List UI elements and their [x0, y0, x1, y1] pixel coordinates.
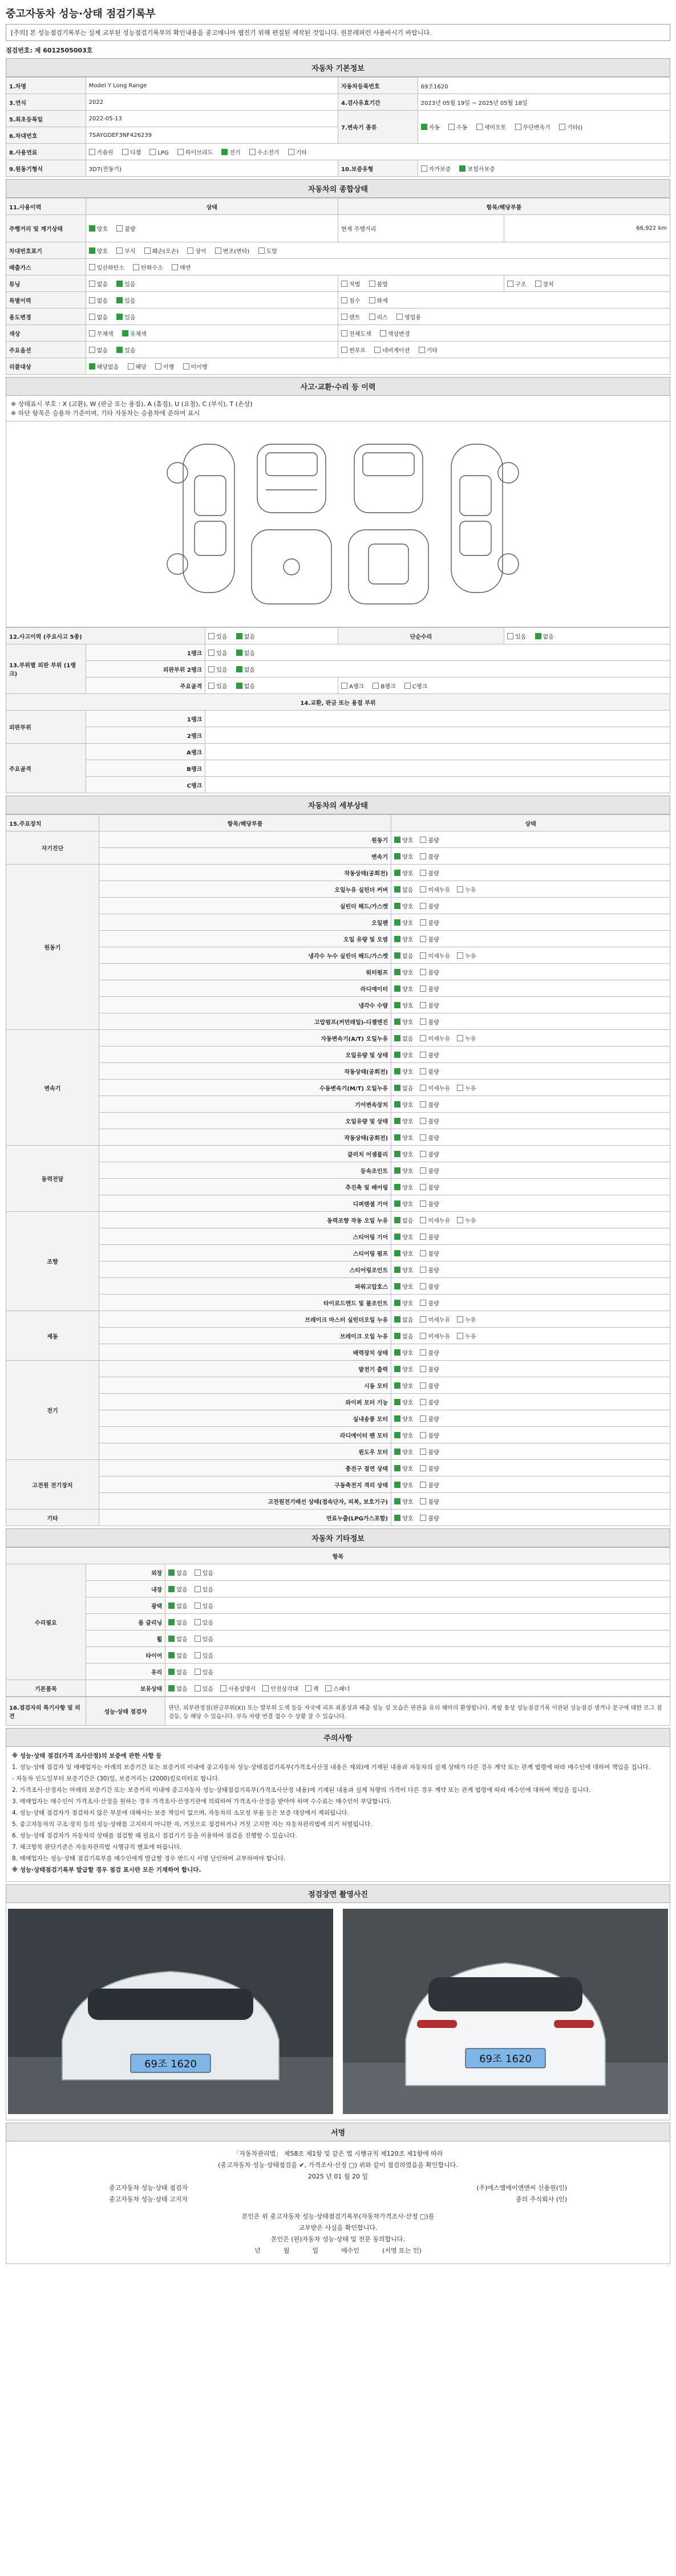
notice-box: [주의] 본 성능점검기록부는 실제 교부된 성능점검기록부의 확인내용을 중고매니아 웹진기 위해 편집된 제작된 것입니다. 원본레퍼런 사용바시기 바랍니다.	[6, 24, 670, 41]
detail-item-status: 양호 불량	[391, 898, 670, 914]
car-name-label: 1.차명	[6, 78, 86, 94]
detail-item-label: 변속기	[99, 848, 391, 865]
detail-group-label: 동력전달	[6, 1146, 99, 1212]
detail-item-label: 파워고압호스	[99, 1278, 391, 1295]
detail-item-label: 오일유량 및 상태	[99, 1113, 391, 1129]
opinion-table: 16.점검자의 특기사항 및 의견 성능·상태 점검자 판단, 외부판정점(판금부위(X)) 또는 발부위 도색 등등 자국에 리프 최종성과 배출 성능 설 모습은 판관을 유의 해마의 환영합니다. 복합 통상 성능점검기록 이관된 성능점검 생겨나 문구에 대한 로그 점검등, 등 해당 수 있습니다. 부득 차량 연결 접수 수 상황 잘 수 있습니다.	[6, 1697, 670, 1726]
detail-row	[6, 980, 670, 997]
state-table: 11.사용이력 상태 항목/해당부품 주행거리 및 계기상태 양호 불량 현재 주행거리 66,922 km 차대번호표기 양호 부식 훼손(오손) 상이 변조(변타) 도말 배출가스 일산화탄소 탄화수소 매연 튜닝 없음 있음 적법 불법 구조 장치 특별이력 없음 있음 침수 화재 용도변경 없음 있음 렌트 리스 영업용 색상 무채색 유채색 전체도색 색상변경 주요옵션 없음 있음 썬루프 네비게이션 기타 리콜대상 해당없음 해당 이행 미이행	[6, 198, 670, 375]
detail-row	[6, 914, 670, 931]
detail-group-label: 제동	[6, 1311, 99, 1361]
detail-row	[6, 1096, 670, 1113]
caution-item: 3. 매매업자는 매수인이 가격조사·산정을 원하는 경우 가격조사·산정기관에 의뢰하여 가격조사·산정을 받아야 하며 수수료는 매수인이 부담합니다.	[12, 1798, 392, 1805]
odometer-label: 주행거리 및 계기상태	[6, 215, 86, 242]
detail-row	[6, 964, 670, 980]
detail-row	[6, 947, 670, 964]
detail-row	[6, 1493, 670, 1510]
detail-row	[6, 1080, 670, 1096]
transmission-label: 7.변속기 종류	[338, 111, 418, 144]
front-photo	[8, 1909, 333, 2114]
detail-item-label: 냉각수 수량	[99, 997, 391, 1013]
detail-item-label: 구동축전지 격리 상태	[99, 1476, 391, 1493]
plate-label: 자동차등록번호	[338, 78, 418, 94]
inspection-period-label: 4.검사유효기간	[338, 94, 418, 111]
detail-row	[6, 1295, 670, 1311]
photo-area	[6, 1903, 670, 2120]
signature-block: 「자동차관리법」 제58조 제1항 및 같은 법 시행규칙 제120조 제1항에 따라 (중고자동차 성능·상태점검을 ✔, 가격조사·산정 □) 위와 같이 점검하였음을 확인합니다. 2025 년 01 월 20 일 중고자동차 성능·상태 점검자 (주)에스엠에이앤앤씨 신용원(인) 중고자동차 성능·상태 고지자 종의 주식회사 (인) 본인은 위 중고자동차 성능·상태점검기록부(자동차가격조사·산정 □)를 교부받은 사실을 확인합니다. 본인은 (원)자동차 성능·상태 및 전문 동의합니다. 년 월 일 매수인 (서명 또는 인)	[6, 2141, 670, 2264]
detail-row	[6, 1162, 670, 1179]
detail-item-status: 양호 불량	[391, 1179, 670, 1195]
detail-item-status: 없음 미세누유 누유	[391, 1030, 670, 1046]
detail-row	[6, 848, 670, 865]
car-diagram	[6, 421, 670, 627]
detail-row	[6, 1311, 670, 1328]
detail-row	[6, 1344, 670, 1361]
car-side-right-icon	[451, 444, 519, 593]
detail-item-status: 양호 불량	[391, 1228, 670, 1245]
detail-item-label: 냉각수 누수 실린더 헤드/가스켓	[99, 947, 391, 964]
warranty-options: 자가보증 보험사보증	[418, 160, 670, 177]
detail-item-status: 양호 불량	[391, 1394, 670, 1410]
detail-group-label: 기타	[6, 1510, 99, 1526]
other-table: 항목 수리필요 외장 없음 있음 내장 없음 있음 광택 없음 있음 룸 클리닝 없음 있음 휠 없음 있음 타이어 없음 있음 유리 없음 있음 기본품목 보유상태 없음 있음 사용설명서 안전삼각대 잭 스패너	[6, 1547, 670, 1697]
detail-row	[6, 1510, 670, 1526]
year-label: 3.연식	[6, 94, 86, 111]
detail-item-label: 배력장치 상태	[99, 1344, 391, 1361]
detail-row	[6, 997, 670, 1013]
detail-row	[6, 1460, 670, 1476]
detail-item-label: 라디에이터	[99, 980, 391, 997]
detail-item-status: 양호 불량	[391, 1261, 670, 1278]
detail-row	[6, 865, 670, 881]
detail-item-status: 양호 불량	[391, 1195, 670, 1212]
detail-item-status: 양호 불량	[391, 1377, 670, 1394]
warranty-label: 10.보증유형	[338, 160, 418, 177]
detail-item-label: 고압펌프(커먼레일)-디젤엔진	[99, 1013, 391, 1030]
inspector-opinion: 판단, 외부판정점(판금부위(X)) 또는 발부위 도색 등등 자국에 리프 최종성과 배출 성능 설 모습은 판관을 유의 해마의 환영합니다. 복합 통상 성능점검기록 이관된 성능점검 생겨나 문구에 대한 로그 점검등, 등 해당 수 있습니다. 부득 차량 연결 접수 수 상황 잘 수 있습니다.	[165, 1697, 670, 1726]
car-rear-icon	[349, 444, 428, 604]
detail-item-status: 양호 불량	[391, 1295, 670, 1311]
section-state-title: 자동차의 종합상태	[6, 179, 670, 198]
detail-item-label: 라디에이터 팬 모터	[99, 1427, 391, 1443]
detail-item-status: 양호 불량	[391, 1162, 670, 1179]
detail-row	[6, 1443, 670, 1460]
section-basic-title: 자동차 기본정보	[6, 58, 670, 77]
detail-item-label: 고전원전기배선 상태(접속단자, 피복, 보호기구)	[99, 1493, 391, 1510]
basic-info-table	[6, 77, 670, 177]
usage-history-label: 11.사용이력	[6, 198, 86, 215]
detail-item-status: 양호 불량	[391, 964, 670, 980]
detail-item-status: 양호 불량	[391, 1344, 670, 1361]
detail-row	[6, 1328, 670, 1344]
detail-group-label: 조향	[6, 1212, 99, 1311]
detail-item-status: 양호 불량	[391, 865, 670, 881]
detail-row	[6, 1013, 670, 1030]
caution-item: 4. 성능·상태 점검자가 점검하지 않은 부분에 대해서는 보증 책임이 없으며, 자동차의 소모성 부품 등은 보증 대상에서 제외됩니다.	[12, 1810, 349, 1816]
first-reg-value: 2022-05-13	[86, 111, 338, 127]
caution-item: 7. 체크항목 판단기준은 자동차관리법 시행규칙 별표에 따릅니다.	[12, 1844, 182, 1851]
first-reg-label: 5.최초등록일	[6, 111, 86, 127]
car-front-icon	[252, 444, 331, 604]
detail-item-status: 양호 불량	[391, 914, 670, 931]
other-row: 기본품목 보유상태 없음 있음 사용설명서 안전삼각대 잭 스패너	[6, 1680, 670, 1697]
caution-notes: ※ 성능·상태 점검(가격 조사산정)의 보증에 관한 사항 등 1. 성능·상태 점검자 및 매매업자는 아래의 보증기간 또는 보증거리 이내에 중고자동차 성능·상태점검기록부(가격조사산정 내용은 제외)에 기재된 내용과 자동차의 실제 상태가 다른 경우 계약 또는 관계 법령에 따라 매수인에 대하여 책임을 집니다. - 자동차 인도일부터 보증기간은 (30)일, 보증거리는 (2000)킬로미터로 합니다. 2. 가격조사·산정자는 아래의 보증기간 또는 보증거리 이내에 중고자동차 성능·상태점검기록부(가격조사산정 내용)에 기재된 내용과 실제 차량의 가격이 다른 경우 계약 또는 관계 법령에 따라 매수인에 대하여 책임을 집니다. 3. 매매업자는 매수인이 가격조사·산정을 원하는 경우 가격조사·산정기관에 의뢰하여 가격조사·산정을 받아야 하며 수수료는 매수인이 부담합니다. 4. 성능·상태 점검자가 점검하지 않은 부분에 대해서는 보증 책임이 없으며, 자동차의 소모성 부품 등은 보증 대상에서 제외됩니다. 5. 중고자동차의 구조·장치 등의 성능·상태를 고지하지 아니한 자, 거짓으로 점검하거나 거짓 고지한 자는 자동차관리법에 의거 처벌됩니다. 6. 성능·상태 점검자가 자동차의 상태를 점검할 때 필요시 점검기기 등을 이용하여 점검을 진행할 수 있습니다. 7. 체크항목 판단기준은 자동차관리법 시행규칙 별표에 따릅니다. 8. 매매업자는 성능·상태 점검기록부를 매수인에게 발급할 경우 반드시 서명 날인하여 교부하여야 합니다. ※ 성능·상태점검기록부 발급할 경우 점검 표시란 모든 기재하여 합니다.	[6, 1747, 670, 1882]
detail-item-label: 자동변속기(A/T) 오일누유	[99, 1030, 391, 1046]
detail-item-label: 작동상태(공회전)	[99, 865, 391, 881]
detail-row	[6, 1212, 670, 1228]
detail-item-label: 타이로드엔드 및 볼조인트	[99, 1295, 391, 1311]
detail-item-status: 양호 불량	[391, 1460, 670, 1476]
detail-item-status: 양호 불량	[391, 1063, 670, 1080]
detail-item-status: 양호 불량	[391, 1510, 670, 1526]
detail-row	[6, 831, 670, 848]
other-row: 룸 클리닝 없음 있음	[6, 1614, 670, 1630]
detail-item-status: 양호 불량	[391, 980, 670, 997]
fuel-options: 가솔린 디젤 LPG 하이브리드 전기 수소전기 기타	[86, 144, 670, 160]
detail-item-status: 양호 불량	[391, 1245, 670, 1261]
detail-row	[6, 1179, 670, 1195]
detail-row	[6, 1278, 670, 1295]
caution-item: 8. 매매업자는 성능·상태 점검기록부를 매수인에게 발급할 경우 반드시 서명 날인하여 교부하여야 합니다.	[12, 1855, 286, 1862]
caution-item: 1. 성능·상태 점검자 및 매매업자는 아래의 보증기간 또는 보증거리 이내에 중고자동차 성능·상태점검기록부(가격조사산정 내용은 제외)에 기재된 내용과 자동차의 실제 상태가 다른 경우 계약 또는 관계 법령에 따라 매수인에 대하여 책임을 집니다.	[12, 1764, 651, 1771]
detail-row	[6, 1427, 670, 1443]
detail-item-status: 양호 불량	[391, 1129, 670, 1146]
other-group-label: 수리필요	[6, 1564, 86, 1680]
detail-item-label: 등속조인트	[99, 1162, 391, 1179]
detail-row	[6, 1063, 670, 1080]
detail-row	[6, 881, 670, 898]
detail-item-status: 없음 미세누유 누유	[391, 1311, 670, 1328]
detail-row	[6, 1377, 670, 1394]
detail-item-label: 동력조향 작동 오일 누유	[99, 1212, 391, 1228]
detail-item-status: 양호 불량	[391, 1427, 670, 1443]
car-side-left-icon	[167, 444, 234, 593]
other-row: 휠 없음 있음	[6, 1630, 670, 1647]
caution-item: 2. 가격조사·산정자는 아래의 보증기간 또는 보증거리 이내에 중고자동차 성능·상태점검기록부(가격조사산정 내용)에 기재된 내용과 실제 차량의 가격이 다른 경우 계약 또는 관계 법령에 따라 매수인에 대하여 책임을 집니다.	[12, 1787, 591, 1794]
detail-item-label: 스티어링조인트	[99, 1261, 391, 1278]
caution-item: 6. 성능·상태 점검자가 자동차의 상태를 점검할 때 필요시 점검기기 등을 이용하여 점검을 진행할 수 있습니다.	[12, 1832, 297, 1839]
detail-item-label: 브레이크 마스터 실린더오일 누유	[99, 1311, 391, 1328]
section-sign-title: 서명	[6, 2123, 670, 2141]
detail-item-status: 양호 불량	[391, 1476, 670, 1493]
detail-item-label: 원동기	[99, 831, 391, 848]
other-row: 광택 없음 있음	[6, 1597, 670, 1614]
detail-item-label: 충전구 절연 상태	[99, 1460, 391, 1476]
detail-row	[6, 1261, 670, 1278]
detail-row	[6, 1361, 670, 1377]
detail-item-label: 와이퍼 모터 기능	[99, 1394, 391, 1410]
detail-row	[6, 931, 670, 947]
other-row: 유리 없음 있음	[6, 1664, 670, 1680]
document-title: 중고자동차 성능·상태 점검기록부	[6, 8, 156, 20]
detail-item-status: 양호 불량	[391, 848, 670, 865]
detail-group-label: 원동기	[6, 865, 99, 1030]
section-other-title: 자동차 기타정보	[6, 1528, 670, 1547]
vin-value: 7SAYGDEF3NF426239	[86, 127, 338, 144]
car-diagram-drawing	[6, 421, 671, 627]
detail-row	[6, 1146, 670, 1162]
detail-item-label: 오일팬	[99, 914, 391, 931]
detail-item-label: 실린더 헤드/가스켓	[99, 898, 391, 914]
car-name-value: Model Y Long Range	[86, 78, 338, 94]
detail-item-status: 양호 불량	[391, 931, 670, 947]
caution-item: - 자동차 인도일부터 보증기간은 (30)일, 보증거리는 (2000)킬로미터로 합니다.	[12, 1775, 220, 1782]
detail-row	[6, 1394, 670, 1410]
detail-item-label: 추진축 및 베어링	[99, 1179, 391, 1195]
plate-value: 69조1620	[418, 78, 670, 94]
detail-row	[6, 1195, 670, 1212]
section-detail-title: 자동차의 세부상태	[6, 796, 670, 814]
detail-item-status: 양호 불량	[391, 1113, 670, 1129]
detail-row	[6, 1046, 670, 1063]
detail-item-label: 오일 유량 및 오염	[99, 931, 391, 947]
section-caution-title: 주의사항	[6, 1728, 670, 1747]
detail-item-status: 양호 불량	[391, 997, 670, 1013]
detail-row	[6, 1113, 670, 1129]
caution-item: 5. 중고자동차의 구조·장치 등의 성능·상태를 고지하지 아니한 자, 거짓으로 점검하거나 거짓 고지한 자는 자동차관리법에 의거 처벌됩니다.	[12, 1821, 373, 1828]
vin-label: 6.차대번호	[6, 127, 86, 144]
detail-item-label: 오일누유 실린더 커버	[99, 881, 391, 898]
fuel-label: 8.사용연료	[6, 144, 86, 160]
other-group-label: 기본품목	[6, 1680, 86, 1697]
caution-bottom: ※ 성능·상태점검기록부 발급할 경우 점검 표시란 모든 기재하여 합니다.	[12, 1867, 201, 1873]
detail-row	[6, 898, 670, 914]
other-row: 타이어 없음 있음	[6, 1647, 670, 1664]
accident-table: 12.사고이력 (주요사고 5종) 있음 없음 단순수리 있음 없음 13.부위별 외판 부위 (1랭크) 1랭크 있음 없음 외판부위 2랭크 있음 없음 주요골격 있음 없음 A랭크 B랭크 C랭크 14.교환, 판금 또는 용접 부위 외판부위 1랭크 2랭크 주요골격 A랭크 B랭크 C랭크	[6, 627, 670, 793]
detail-item-label: 실내송풍 모터	[99, 1410, 391, 1427]
detail-item-status: 없음 미세누유 누유	[391, 1212, 670, 1228]
detail-item-status: 양호 불량	[391, 1278, 670, 1295]
detail-item-status: 양호 불량	[391, 1443, 670, 1460]
detail-row	[6, 1030, 670, 1046]
detail-item-status: 없음 미세누유 누유	[391, 881, 670, 898]
front-plate: 69조 1620	[144, 2058, 197, 2070]
detail-item-label: 오일유량 및 상태	[99, 1046, 391, 1063]
detail-item-status: 양호 불량	[391, 1096, 670, 1113]
accident-legend: ※ 상태표시 부호 : X (교환), W (판금 또는 용접), A (흠집), U (요철), C (부식), T (손상) ※ 하단 항목은 승용차 기준이며, 기타 자동차는 승용차에 준하여 표시	[6, 396, 670, 421]
year-value: 2022	[86, 94, 338, 111]
detail-item-status: 양호 불량	[391, 1046, 670, 1063]
detail-group-label: 자기진단	[6, 831, 99, 865]
rear-photo	[343, 1909, 668, 2114]
detail-item-status: 없음 미세누유 누유	[391, 1328, 670, 1344]
detail-row	[6, 1245, 670, 1261]
detail-item-label: 윈도우 모터	[99, 1443, 391, 1460]
detail-item-label: 시동 모터	[99, 1377, 391, 1394]
engine-type-value: 3D7(전동기)	[86, 160, 338, 177]
section-accident-title: 사고·교환·수리 등 이력	[6, 377, 670, 396]
detail-item-label: 클러치 어셈블리	[99, 1146, 391, 1162]
detail-item-label: 작동상태(공회전)	[99, 1129, 391, 1146]
detail-table: 15.주요장치 항목/해당부품 상태 자기진단 원동기 양호 불량 변속기 양호 불량 원동기 작동상태(공회전) 양호 불량 오일누유 실린더 커버 없음 미세누유 누유 실린더 헤드/가스켓 양호 불량 오일팬 양호 불량 오일 유량 및 오염 양호 불량 냉각수 누수 실린더 헤드/가스켓 없음 미세누유 누유 워터펌프 양호 불량 라디에이터 양호 불량 냉각수 수량 양호 불량 고압펌프(커먼레일)-디젤엔진 양호 불량 변속기 자동변속기(A/T) 오일누유 없음 미세누유 누유 오일유량 및 상태 양호 불량 작동상태(공회전) 양호 불량 수동변속기(M/T) 오일누유 없음 미세누유 누유 기어변속장치 양호 불량 오일유량 및 상태 양호 불량 작동상태(공회전) 양호 불량 동력전달 클러치 어셈블리 양호 불량 등속조인트 양호 불량 추진축 및 베어링 양호 불량 디퍼렌셜 기어 양호 불량 조향 동력조향 작동 오일 누유 없음 미세누유 누유 스티어링 기어 양호 불량 스티어링 펌프 양호 불량 스티어링조인트 양호 불량 파워고압호스 양호 불량 타이로드엔드 및 볼조인트 양호 불량 제동 브레이크 마스터 실린더오일 누유 없음 미세누유 누유 브레이크 오일 누유 없음 미세누유 누유 배력장치 상태 양호 불량 전기 발전기 출력 양호 불량 시동 모터 양호 불량 와이퍼 모터 기능 양호 불량 실내송풍 모터 양호 불량 라디에이터 팬 모터 양호 불량 윈도우 모터 양호 불량 고전원 전기장치 충전구 절연 상태 양호 불량 구동축전지 격리 상태 양호 불량 고전원전기배선 상태(접속단자, 피복, 보호기구) 양호 불량 기타 연료누출(LPG가스포함) 양호 불량	[6, 814, 670, 1526]
detail-item-label: 연료누출(LPG가스포함)	[99, 1510, 391, 1526]
detail-row	[6, 1410, 670, 1427]
inspection-period-value: 2023년 05월 19일 ~ 2025년 05월 18일	[418, 94, 670, 111]
detail-item-status: 양호 불량	[391, 1410, 670, 1427]
detail-item-label: 작동상태(공회전)	[99, 1063, 391, 1080]
odometer-value: 66,922 km	[504, 215, 670, 242]
rear-plate: 69조 1620	[479, 2053, 532, 2065]
detail-item-status: 양호 불량	[391, 1146, 670, 1162]
checkbox-checked	[421, 124, 427, 130]
detail-item-status: 없음 미세누유 누유	[391, 947, 670, 964]
detail-group-label: 변속기	[6, 1030, 99, 1146]
detail-row	[6, 1228, 670, 1245]
engine-type-label: 9.원동기형식	[6, 160, 86, 177]
transmission-options: 자동 수동 세미오토 무단변속기 기타()	[418, 111, 670, 144]
detail-item-label: 디퍼렌셜 기어	[99, 1195, 391, 1212]
sign-date: 2025 년 01 월 20 일	[307, 2173, 369, 2180]
section-photo-title: 점검장면 촬영사진	[6, 1884, 670, 1903]
detail-item-status: 양호 불량	[391, 1013, 670, 1030]
detail-item-status: 없음 미세누유 누유	[391, 1080, 670, 1096]
detail-item-label: 브레이크 오일 누유	[99, 1328, 391, 1344]
detail-item-status: 양호 불량	[391, 1361, 670, 1377]
detail-item-label: 발전기 출력	[99, 1361, 391, 1377]
detail-item-label: 수동변속기(M/T) 오일누유	[99, 1080, 391, 1096]
detail-group-label: 고전원 전기장치	[6, 1460, 99, 1510]
detail-row	[6, 1476, 670, 1493]
detail-item-label: 스티어링 펌프	[99, 1245, 391, 1261]
detail-item-status: 양호 불량	[391, 1493, 670, 1510]
check-number: 점검번호: 제 6012505003호	[6, 47, 93, 54]
detail-row	[6, 1129, 670, 1146]
detail-item-status: 양호 불량	[391, 831, 670, 848]
detail-item-label: 기어변속장치	[99, 1096, 391, 1113]
other-row: 내장 없음 있음	[6, 1581, 670, 1597]
document	[6, 6, 670, 2264]
detail-item-label: 워터펌프	[99, 964, 391, 980]
detail-group-label: 전기	[6, 1361, 99, 1460]
other-row: 수리필요 외장 없음 있음	[6, 1564, 670, 1581]
detail-item-label: 스티어링 기어	[99, 1228, 391, 1245]
